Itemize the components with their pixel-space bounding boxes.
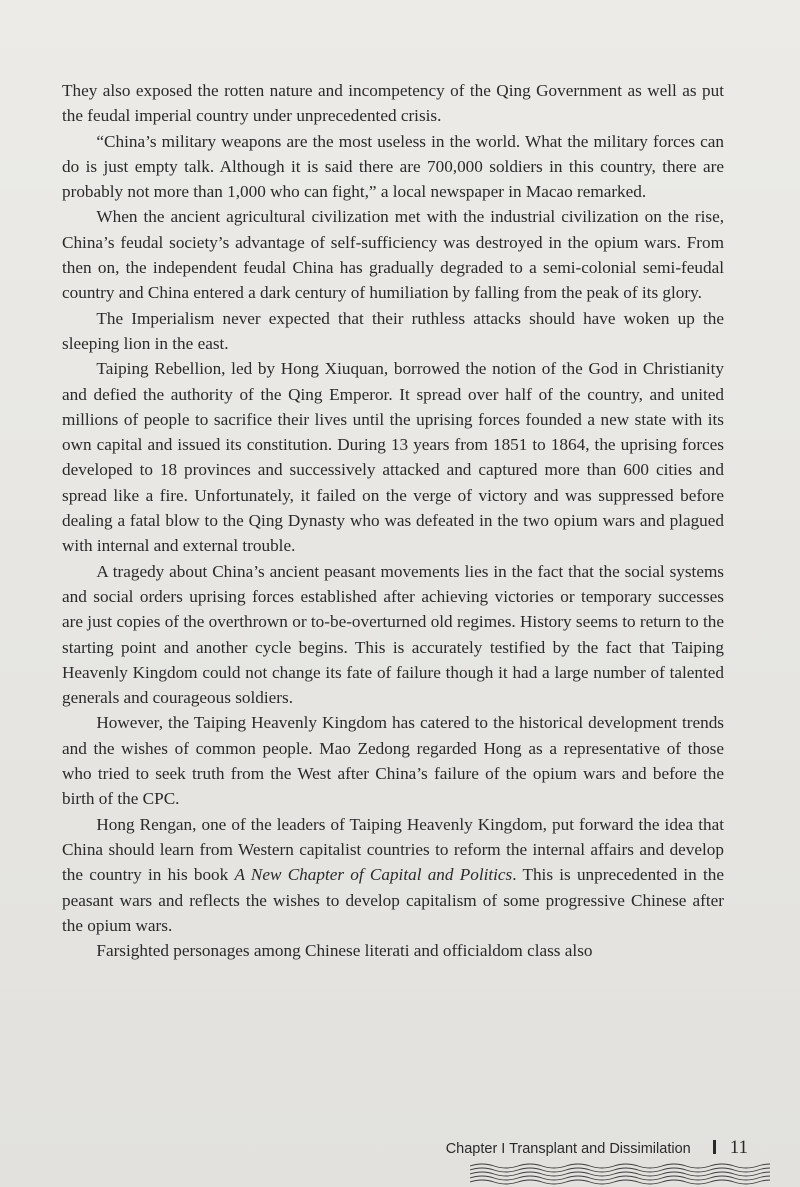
paragraph-8-tail: . This is unprecedented in the peasant wars and reflects the wishes to develop capitalism of some progressive Chinese after the opium wars. (62, 865, 724, 935)
chapter-title: Chapter I Transplant and Dissimilation (445, 1141, 691, 1157)
paragraph-7: However, the Taiping Heavenly Kingdom has catered to the historical development trends and the wishes of common people. Mao Zedong regarded Hong as a representative of those who tried to seek truth from the West after China’s failure of the opium wars and before the birth of the CPC. (62, 713, 724, 809)
paragraph-8-text: Hong Rengan, one of the leaders of Taiping Heavenly Kingdom, put forward the idea that China should learn from Western capitalist countries to reform the internal affairs and develop the country in his book (62, 814, 724, 885)
paragraph-2: “China’s military weapons are the most useless in the world. What the military forces can do is just empty talk. Although it is said there are 700,000 soldiers in this country, there are probably not more than 1,000 who can fight,” a local newspaper in Macao remarked. (62, 131, 724, 202)
paragraph-8 (62, 812, 724, 938)
paragraph-6: A tragedy about China’s ancient peasant movements lies in the fact that the social systems and social orders uprising forces established after achieving victories or temporary successes are just copies of the overthrown or to-be-overturned old regimes. History seems to return to the starting point and another cycle begins. This is accurately testified by the fact that Taiping Heavenly Kingdom could not change its fate of failure though it had a large number of talented generals and courageous soldiers. (62, 561, 724, 708)
book-title: A New Chapter of Capital and Politics (234, 865, 513, 885)
paragraph-9: Farsighted personages among Chinese literati and officialdom class also (96, 941, 593, 961)
body-text (62, 78, 724, 963)
paragraph-1: They also exposed the rotten nature and incompetency of the Qing Government as well as put the feudal imperial country under unprecedented crisis. (62, 81, 724, 126)
paragraph-5: Taiping Rebellion, led by Hong Xiuquan, borrowed the notion of the God in Christianity and defied the authority of the Qing Emperor. It spread over half of the country, and united millions of people to sacrifice their lives until the uprising forces founded a new state with its own capital and issued its constitution. During 13 years from 1851 to 1864, the uprising forces developed to 18 provinces and successively attacked and captured more than 600 cities and spread like a fire. Unfortunately, it failed on the verge of victory and was suppressed before dealing a fatal blow to the Qing Dynasty who was defeated in the two opium wars and plagued with internal and external trouble. (62, 359, 724, 556)
footer-separator (713, 1140, 716, 1154)
page-number: 11 (729, 1137, 748, 1158)
paragraph-3: When the ancient agricultural civilization met with the industrial civilization on the rise, China’s feudal society’s advantage of self-sufficiency was destroyed in the opium wars. From then on, the independent feudal China has gradually degraded to a semi-colonial semi-feudal country and China entered a dark century of humiliation by falling from the peak of its glory. (62, 207, 724, 303)
paragraph-4: The Imperialism never expected that their ruthless attacks should have woken up the sleeping lion in the east. (62, 308, 724, 353)
wave-ornament-icon (470, 1162, 770, 1187)
